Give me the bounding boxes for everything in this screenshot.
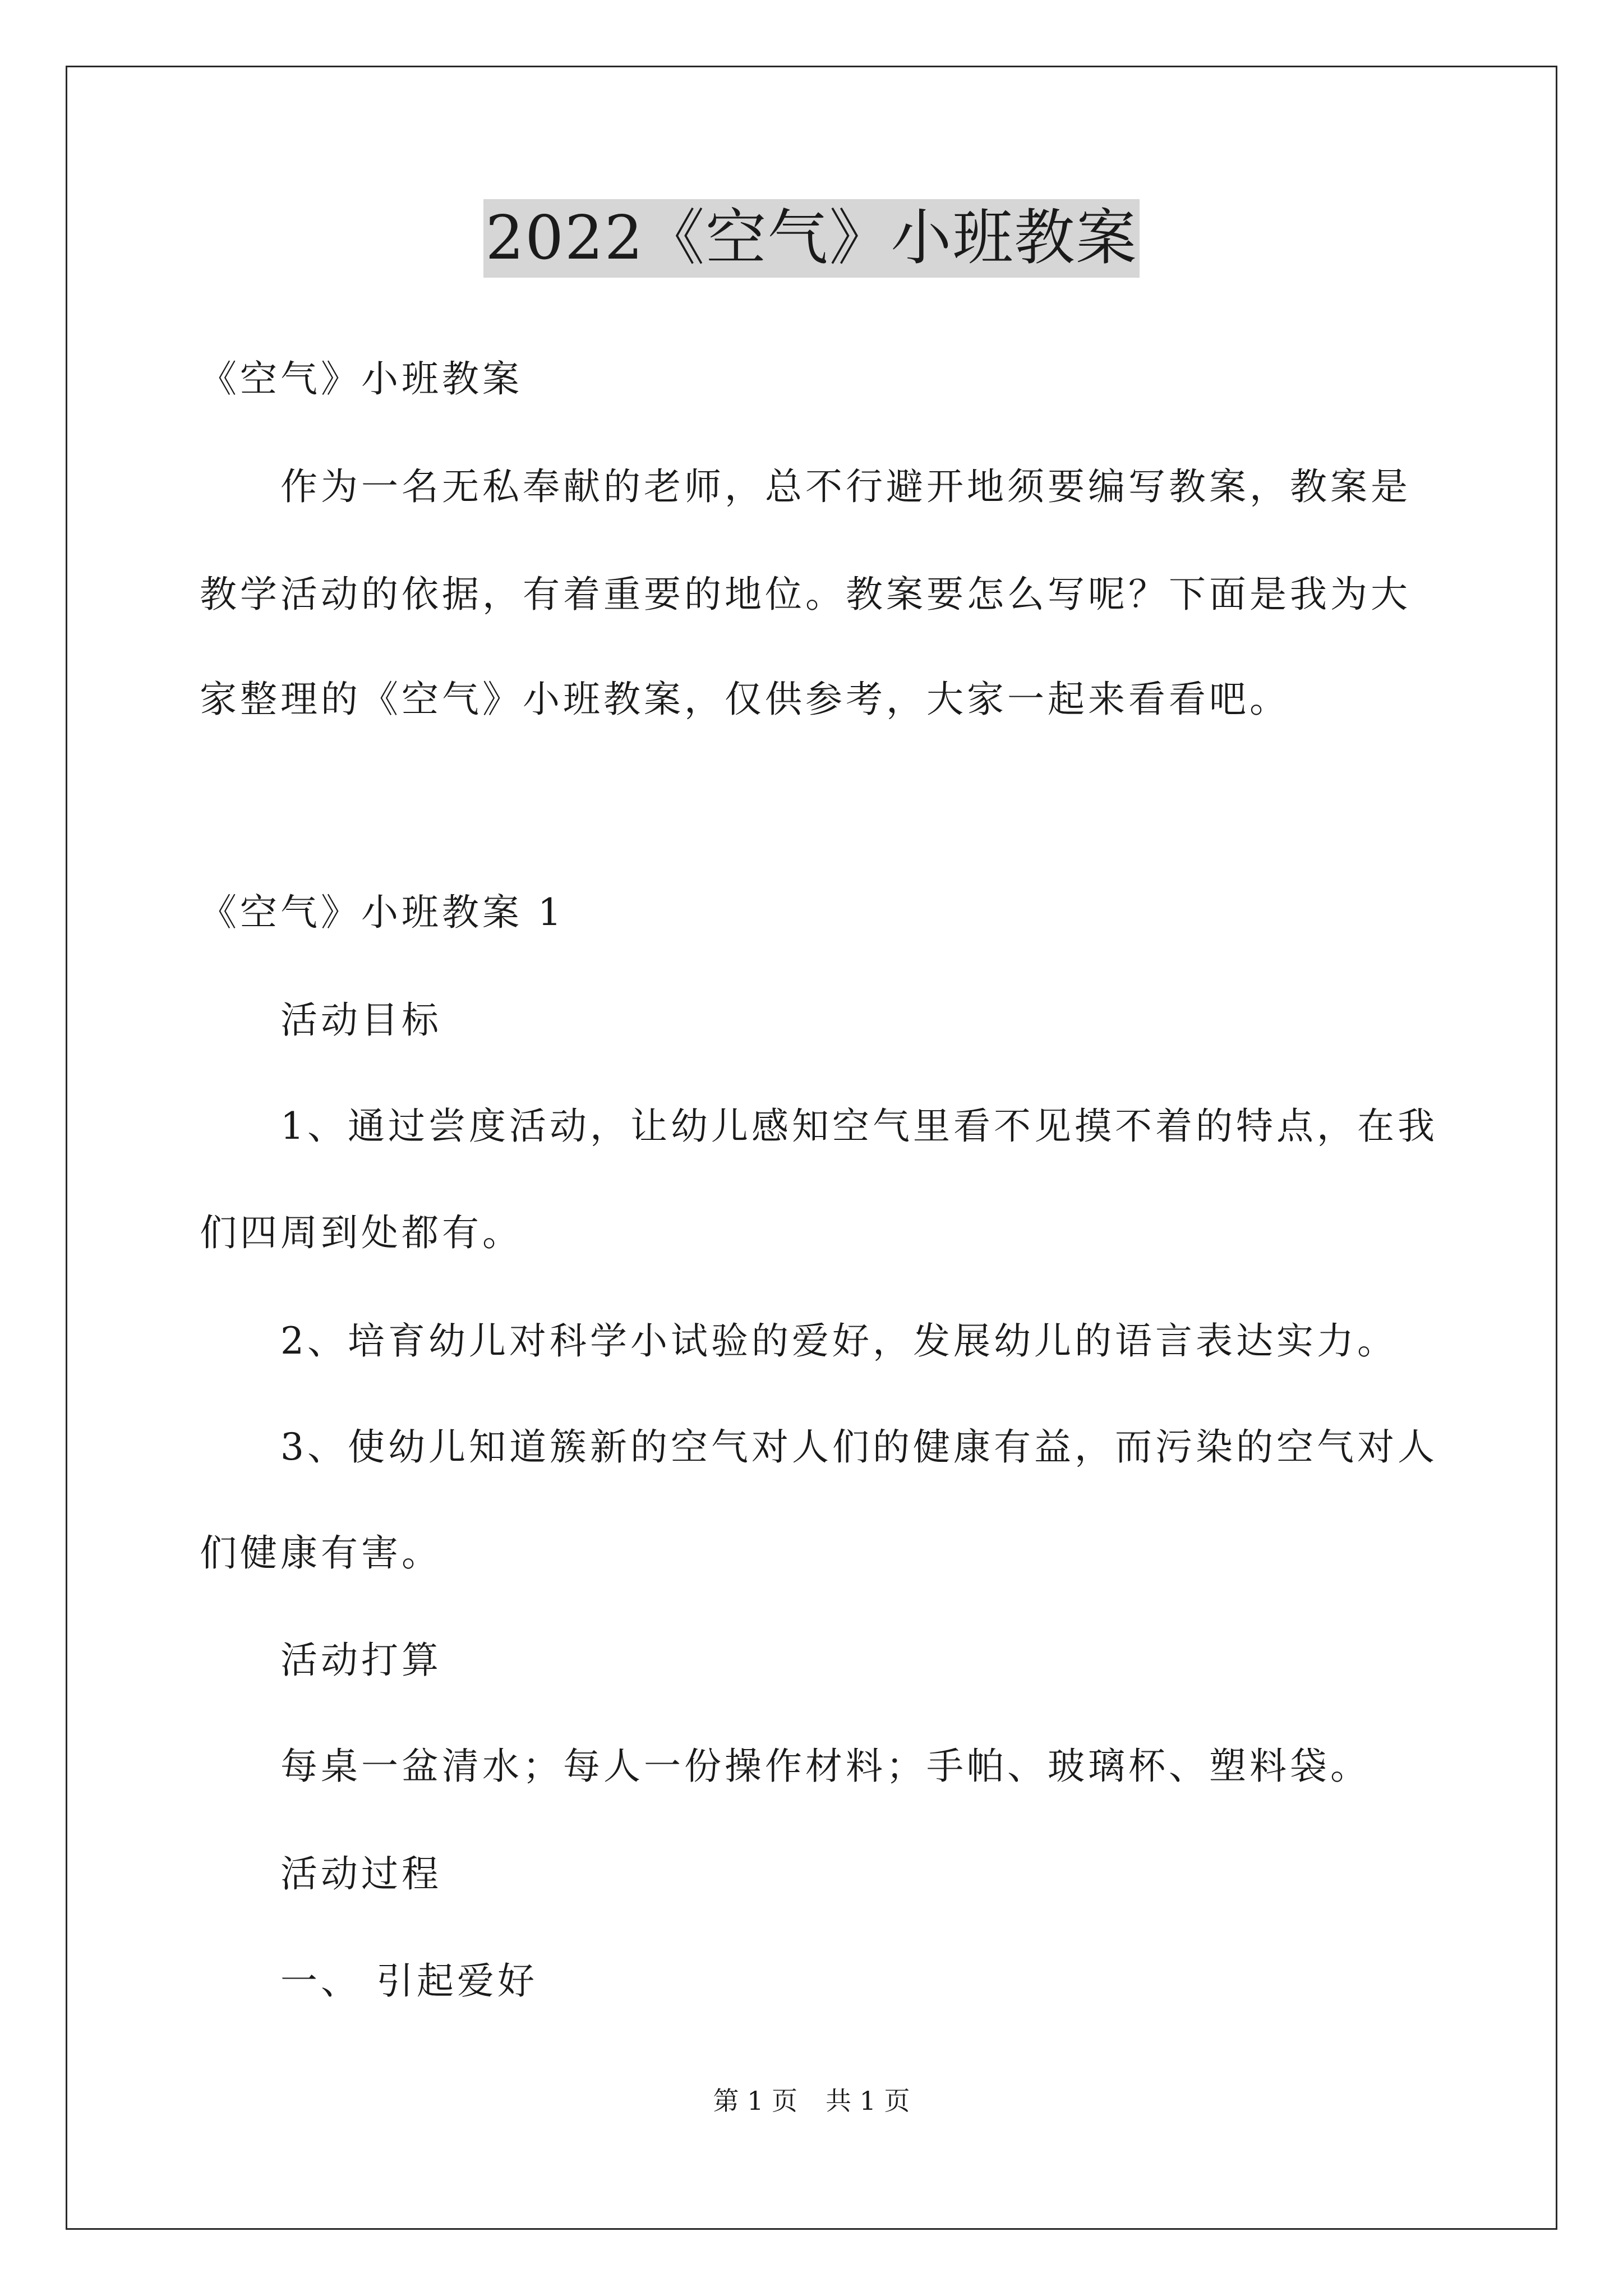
text-line: 活动打算 xyxy=(280,1639,442,1682)
title-container xyxy=(0,199,1623,278)
page-total: 共 1 页 xyxy=(826,2086,910,2116)
text-line: 《空气》小班教案 xyxy=(200,357,523,401)
text-line: 作为一名无私奉献的老师，总不行避开地须要编写教案，教案是 xyxy=(280,465,1411,508)
text-line: 1、通过尝度活动，让幼儿感知空气里看不见摸不着的特点，在我 xyxy=(280,1105,1438,1148)
text-line: 教学活动的依据，有着重要的地位。教案要怎么写呢？下面是我为大 xyxy=(200,573,1411,616)
text-line: 2、培育幼儿对科学小试验的爱好，发展幼儿的语言表达实力。 xyxy=(280,1319,1398,1363)
text-line: 3、使幼儿知道簇新的空气对人们的健康有益，而污染的空气对人 xyxy=(280,1425,1438,1469)
text-line: 们四周到处都有。 xyxy=(200,1211,523,1254)
document-title: 2022《空气》小班教案 xyxy=(483,199,1140,278)
text-line: 家整理的《空气》小班教案，仅供参考，大家一起来看看吧。 xyxy=(200,678,1290,721)
text-line: 们健康有害。 xyxy=(200,1531,442,1575)
page-number: 第 1 页 xyxy=(713,2086,797,2116)
page-footer xyxy=(0,2084,1623,2118)
text-line: 活动过程 xyxy=(280,1852,442,1895)
text-line: 活动目标 xyxy=(280,999,442,1042)
text-line: 一、 引起爱好 xyxy=(280,1959,538,2003)
text-line: 每桌一盆清水；每人一份操作材料；手帕、玻璃杯、塑料袋。 xyxy=(280,1745,1371,1788)
text-line: 《空气》小班教案 1 xyxy=(200,891,565,934)
